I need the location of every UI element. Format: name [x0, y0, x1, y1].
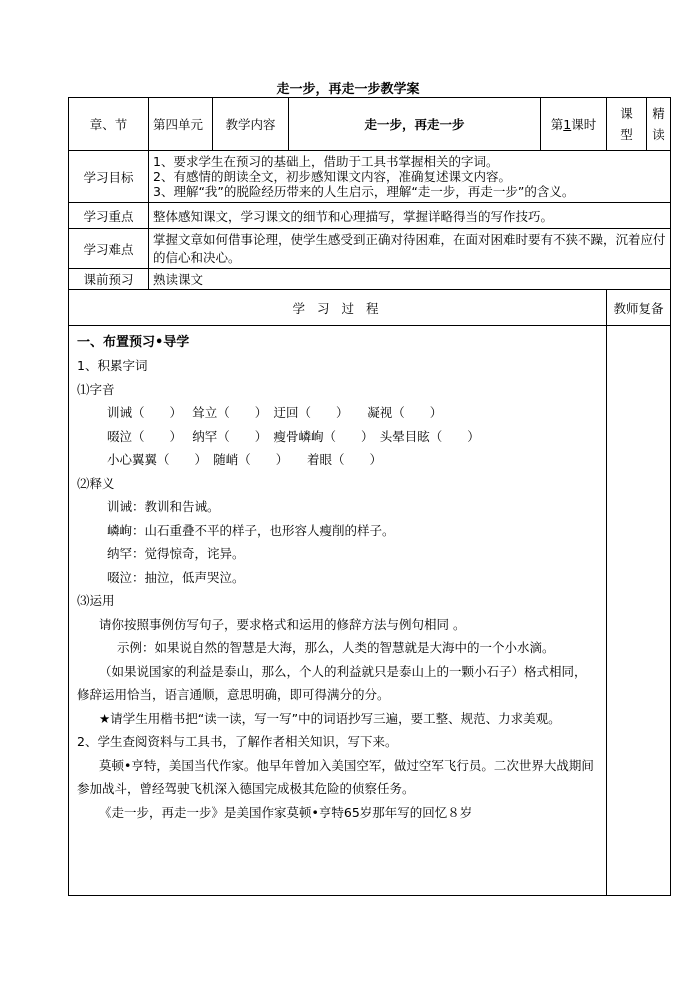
period-prefix: 第	[550, 117, 564, 132]
preview-row	[69, 269, 671, 290]
process-header-row	[69, 290, 671, 326]
goal-item: 1、要求学生在预习的基础上，借助于工具书掌握相关的字词。	[153, 154, 499, 169]
definition-row: 训诫：教训和告诫。	[107, 499, 220, 514]
teacher-notes-column	[607, 326, 671, 896]
pronunciation-row: 训诫（ ） 耸立（ ） 迂回（ ） 凝视（ ）	[107, 405, 443, 420]
definition-row: 啜泣：抽泣，低声哭泣。	[107, 569, 245, 585]
key-points-label: 学习重点	[69, 203, 149, 229]
difficulties-text: 掌握文章如何借事论理，使学生感受到正确对待困难，在面对困难时要有不狭不躁，沉着应付的信心和决心。	[149, 229, 671, 269]
page-title: 走一步，再走一步教学案	[276, 82, 420, 97]
type-value: 精读	[647, 98, 671, 151]
period-suffix: 课时	[571, 117, 597, 132]
preview-text: 熟读课文	[149, 269, 671, 290]
section-heading: 一、布置预习•导学	[77, 335, 190, 350]
chapter-label: 章、节	[69, 98, 149, 151]
preview-label: 课前预习	[69, 269, 149, 290]
pronunciation-row: 啜泣（ ） 纳罕（ ） 瘦骨嶙峋（ ） 头晕目眩（ ）	[107, 428, 480, 444]
goal-item: 2、有感情的朗读全文，初步感知课文内容，准确复述课文内容。	[153, 169, 511, 184]
definition-row: 纳罕：觉得惊奇，诧异。	[107, 546, 245, 561]
goals-label: 学习目标	[69, 151, 149, 203]
sub-label: ⑶运用	[77, 593, 115, 608]
definition-row: 嶙峋：山石重叠不平的样子，也形容人瘦削的样子。	[107, 522, 395, 538]
sub-label: ⑵释义	[77, 475, 115, 491]
key-points-row	[69, 203, 671, 229]
author-bio: 莫顿•亨特，美国当代作家。他早年曾加入美国空军，做过空军飞行员。二次世界大战期间参加战斗，曾经驾驶飞机深入德国完成极其危险的侦察任务。	[77, 757, 594, 796]
difficulties-label: 学习难点	[69, 229, 149, 269]
period-cell	[541, 98, 607, 151]
key-points-text: 整体感知课文，学习课文的细节和心理描写，掌握详略得当的写作技巧。	[149, 203, 671, 229]
goal-item: 3、理解“我”的脱险经历带来的人生启示，理解“走一步，再走一步”的含义。	[153, 184, 575, 199]
goals-content	[149, 151, 671, 203]
lesson-plan-table	[68, 97, 671, 896]
header-row	[69, 98, 671, 151]
star-note: ★请学生用楷书把“读一读，写一写”中的词语抄写三遍，要工整、规范、力求美观。	[99, 710, 561, 726]
work-intro: 《走一步，再走一步》是美国作家莫顿•亨特65岁那年写的回忆８岁	[99, 804, 473, 820]
type-label: 课型	[607, 98, 647, 151]
teacher-notes-header: 教师复备	[607, 290, 671, 326]
content-label: 教学内容	[213, 98, 289, 151]
pronunciation-row: 小心翼翼（ ） 随峭（ ） 着眼（ ）	[107, 452, 383, 467]
item-heading: 2、学生查阅资料与工具书，了解作者相关知识，写下来。	[77, 734, 398, 749]
difficulties-row	[69, 229, 671, 269]
example-text: 示例：如果说自然的智慧是大海，那么，人类的智慧就是大海中的一个小水滴。	[117, 640, 555, 655]
content-value: 走一步，再走一步	[289, 98, 541, 151]
process-row	[69, 326, 671, 896]
goals-row	[69, 151, 671, 203]
answer-text: （如果说国家的利益是泰山，那么，个人的利益就只是泰山上的一颗小石子）格式相同，修辞运用恰当，语言通顺，意思明确，即可得满分的分。	[77, 663, 587, 702]
process-header: 学 习 过 程	[69, 290, 607, 326]
item-heading: 1、积累字词	[77, 358, 148, 373]
process-content	[69, 326, 607, 896]
sub-label: ⑴字音	[77, 381, 115, 397]
chapter-value: 第四单元	[149, 98, 213, 151]
use-instruction: 请你按照事例仿写句子，要求格式和运用的修辞方法与例句相同 。	[99, 616, 466, 632]
period-number: 1	[563, 117, 572, 132]
